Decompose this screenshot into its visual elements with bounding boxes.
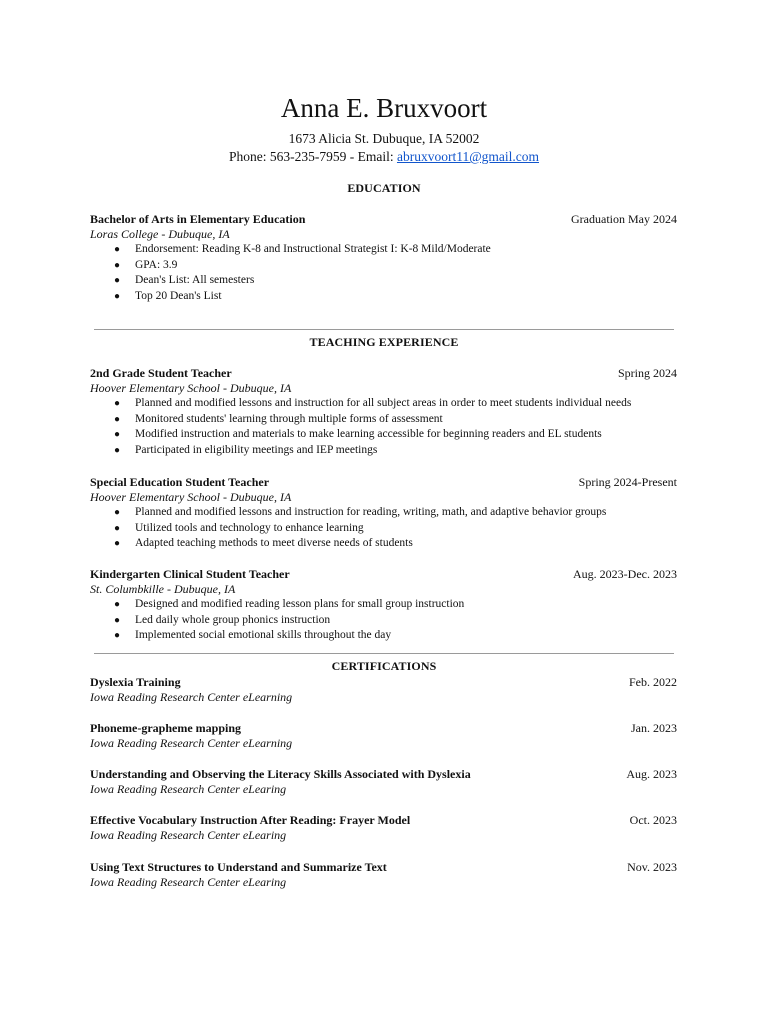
- bullet-icon: ●: [114, 507, 121, 518]
- address-line: 1673 Alicia St. Dubuque, IA 52002: [288, 131, 480, 146]
- job-bullets: [90, 396, 677, 458]
- list-item: [90, 273, 677, 289]
- resume-name: Anna E. Bruxvoort: [280, 93, 488, 123]
- certification-title: Using Text Structures to Understand and Summarize Text: [90, 860, 387, 874]
- entry-header: [90, 566, 677, 582]
- contact-line: [0, 148, 768, 165]
- school-name: St. Columbkille - Dubuque, IA: [90, 582, 236, 596]
- job-bullets: [90, 597, 677, 644]
- list-item: [90, 242, 677, 258]
- bullet-text: Participated in eligibility meetings and IEP meetings: [135, 443, 378, 456]
- bullet-icon: ●: [114, 444, 121, 456]
- job-title: Special Education Student Teacher: [90, 475, 270, 489]
- list-item: [90, 597, 677, 613]
- bullet-text: Modified instruction and materials to make learning accessible for beginning readers and EL students: [135, 428, 602, 440]
- certification-entry: [90, 859, 677, 890]
- certification-date: Feb. 2022: [629, 675, 677, 689]
- job-date: Aug. 2023-Dec. 2023: [573, 567, 677, 581]
- certification-entry: [90, 674, 677, 705]
- bullet-icon: ●: [114, 538, 121, 549]
- education-entry: [90, 211, 677, 304]
- section-divider: [94, 653, 674, 654]
- graduation-date: Graduation May 2024: [571, 212, 677, 226]
- bullet-icon: ●: [114, 429, 121, 440]
- entry-header: [90, 812, 677, 828]
- teaching-entry: [90, 474, 677, 552]
- school-name: Loras College - Dubuque, IA: [90, 227, 230, 241]
- list-item: [90, 505, 677, 521]
- list-item: [90, 412, 677, 428]
- bullet-text: GPA: 3.9: [135, 258, 178, 271]
- list-item: [90, 613, 677, 629]
- certification-entry: [90, 812, 677, 843]
- job-title: Kindergarten Clinical Student Teacher: [90, 567, 290, 581]
- bullet-icon: ●: [114, 413, 121, 425]
- bullet-icon: ●: [114, 244, 121, 255]
- bullet-text: Planned and modified lessons and instruction for all subject areas in order to meet students individual needs: [135, 397, 632, 409]
- list-item: [90, 443, 677, 459]
- certification-date: Aug. 2023: [626, 767, 677, 781]
- phone-text: Phone: 563-235-7959 - Email:: [228, 149, 397, 164]
- email-link[interactable]: abruxvoort11@gmail.com: [396, 149, 539, 164]
- entry-header: [90, 474, 677, 490]
- bullet-text: Planned and modified lessons and instruction for reading, writing, math, and adaptive behavior groups: [135, 506, 607, 518]
- list-item: [90, 628, 677, 644]
- job-date: Spring 2024-Present: [578, 475, 677, 489]
- certification-provider: Iowa Reading Research Center eLearning: [90, 736, 293, 750]
- entry-header: [90, 365, 677, 381]
- bullet-text: Implemented social emotional skills throughout the day: [135, 629, 392, 641]
- list-item: [90, 396, 677, 412]
- bullet-icon: ●: [114, 630, 121, 641]
- teaching-entry: [90, 566, 677, 644]
- certification-date: Nov. 2023: [627, 860, 677, 874]
- bullet-icon: ●: [114, 522, 121, 534]
- list-item: [90, 427, 677, 443]
- bullet-icon: ●: [114, 290, 121, 302]
- certification-entry: [90, 720, 677, 751]
- bullet-icon: ●: [114, 614, 121, 626]
- certification-title: Dyslexia Training: [90, 675, 181, 689]
- list-item: [90, 536, 677, 552]
- entry-header: [90, 674, 677, 690]
- bullet-text: Endorsement: Reading K-8 and Instructional Strategist I: K-8 Mild/Moderate: [135, 243, 491, 255]
- education-bullets: [90, 242, 677, 304]
- job-title: 2nd Grade Student Teacher: [90, 366, 232, 380]
- bullet-icon: ●: [114, 398, 121, 409]
- bullet-text: Designed and modified reading lesson plans for small group instruction: [135, 598, 465, 610]
- bullet-icon: ●: [114, 599, 121, 610]
- education-heading: EDUCATION: [347, 181, 421, 195]
- degree-title: Bachelor of Arts in Elementary Education: [90, 212, 306, 226]
- certification-provider: Iowa Reading Research Center eLearing: [90, 828, 287, 842]
- entry-header: [90, 720, 677, 736]
- certification-title: Effective Vocabulary Instruction After Reading: Frayer Model: [90, 813, 411, 827]
- bullet-text: Led daily whole group phonics instruction: [135, 613, 331, 626]
- certification-title: Phoneme-grapheme mapping: [90, 721, 241, 735]
- list-item: [90, 258, 677, 274]
- school-name: Hoover Elementary School - Dubuque, IA: [90, 490, 292, 504]
- bullet-icon: ●: [114, 275, 121, 286]
- certification-entry: [90, 766, 677, 797]
- certification-date: Jan. 2023: [631, 721, 677, 735]
- job-bullets: [90, 505, 677, 552]
- job-date: Spring 2024: [617, 366, 677, 380]
- bullet-text: Dean's List: All semesters: [135, 274, 255, 286]
- section-divider: [94, 329, 674, 330]
- certification-provider: Iowa Reading Research Center eLearing: [90, 875, 287, 889]
- certifications-heading: CERTIFICATIONS: [331, 659, 437, 673]
- entry-header: [90, 859, 677, 875]
- bullet-text: Adapted teaching methods to meet diverse needs of students: [135, 537, 413, 549]
- bullet-icon: ●: [114, 259, 121, 271]
- certification-provider: Iowa Reading Research Center eLearning: [90, 690, 293, 704]
- certification-date: Oct. 2023: [629, 813, 677, 827]
- teaching-heading: TEACHING EXPERIENCE: [309, 335, 459, 349]
- teaching-entry: [90, 365, 677, 458]
- bullet-text: Utilized tools and technology to enhance learning: [135, 521, 364, 534]
- certification-provider: Iowa Reading Research Center eLearing: [90, 782, 287, 796]
- entry-header: [90, 211, 677, 227]
- school-name: Hoover Elementary School - Dubuque, IA: [90, 381, 292, 395]
- bullet-text: Top 20 Dean's List: [135, 289, 222, 302]
- bullet-text: Monitored students' learning through multiple forms of assessment: [135, 412, 443, 425]
- entry-header: [90, 766, 677, 782]
- list-item: [90, 289, 677, 305]
- certification-title: Understanding and Observing the Literacy Skills Associated with Dyslexia: [90, 767, 471, 781]
- list-item: [90, 521, 677, 537]
